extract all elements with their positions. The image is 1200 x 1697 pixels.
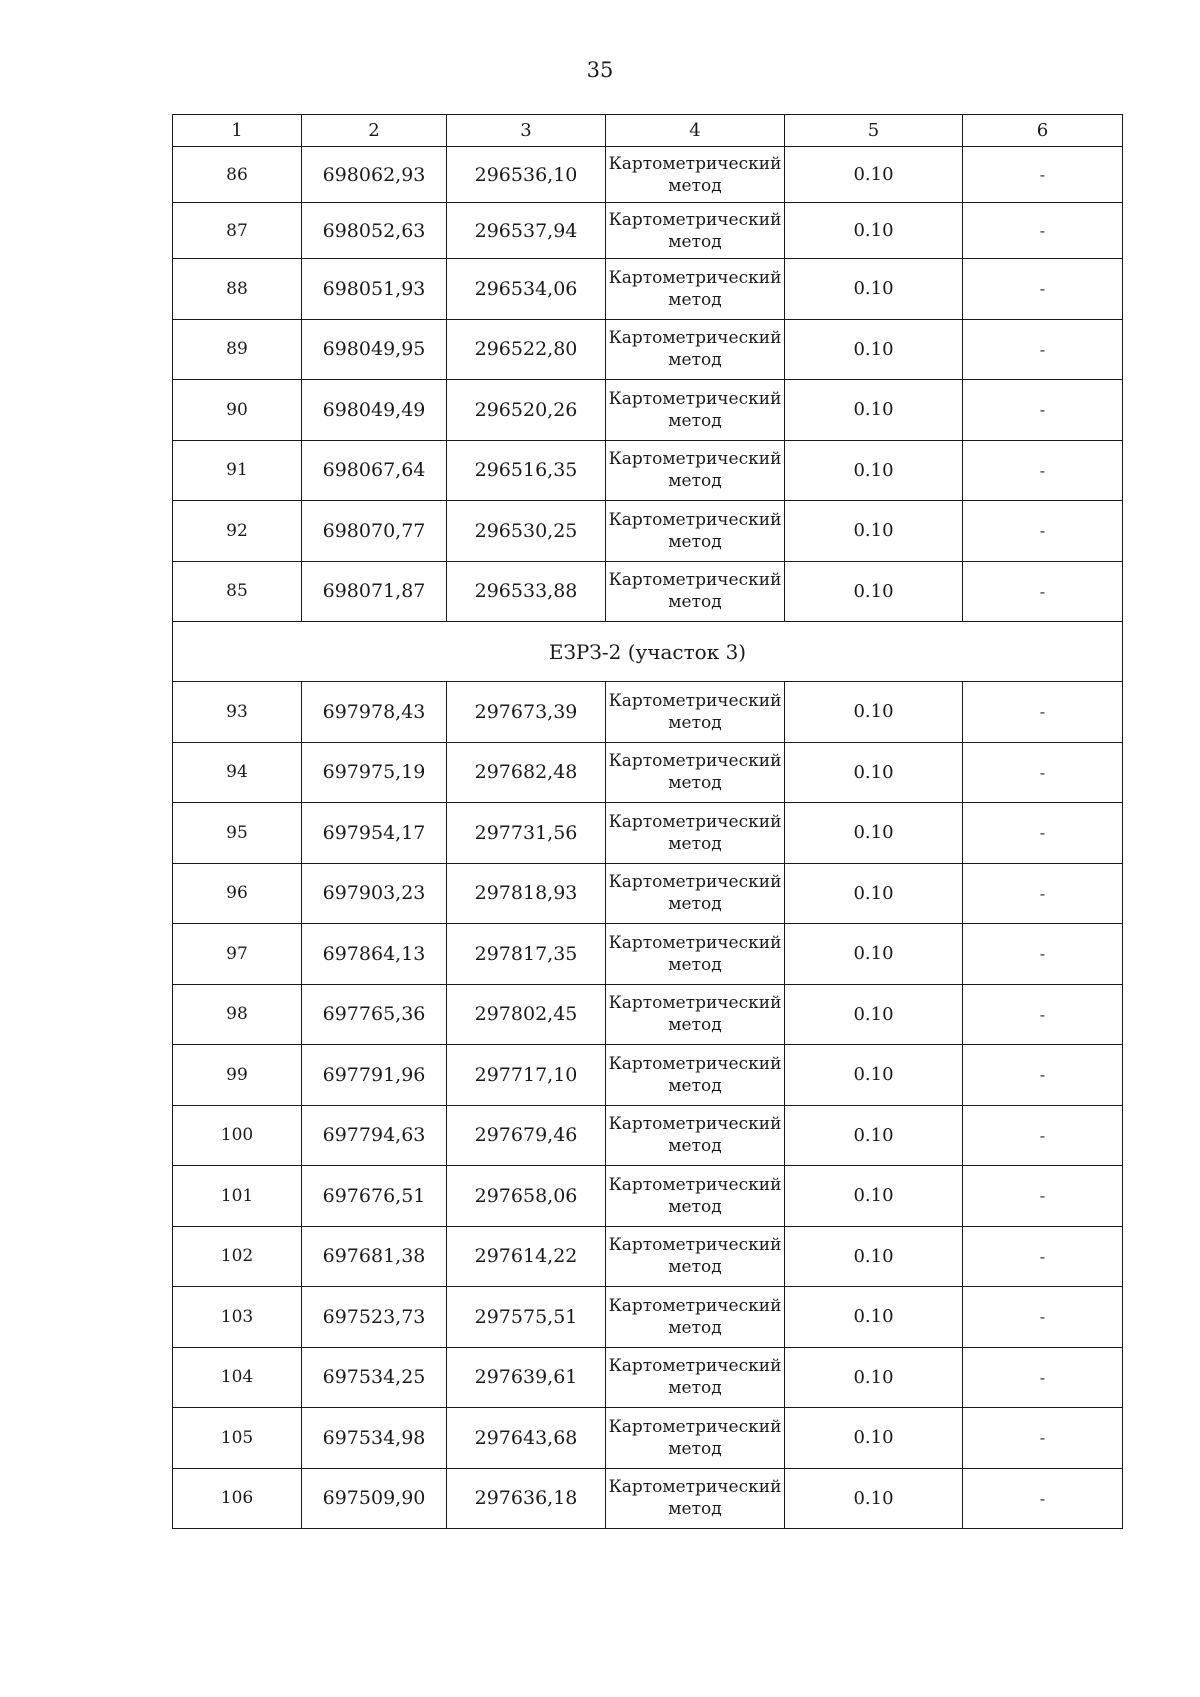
x-coordinate-cell-text: 698062,93: [322, 163, 426, 186]
method-cell-text: Картометрический метод: [608, 932, 782, 975]
table-row: [173, 863, 1123, 924]
y-coordinate-cell-text: 297614,22: [474, 1245, 578, 1268]
note-cell: [963, 863, 1123, 924]
x-coordinate-cell: [302, 1347, 447, 1408]
x-coordinate-cell-text: 697794,63: [322, 1124, 426, 1147]
error-cell: [785, 501, 963, 562]
method-cell: [606, 440, 785, 501]
column-header: 6: [963, 115, 1123, 147]
note-cell: [963, 803, 1123, 864]
section-title: ЕЗРЗ-2 (участок 3): [173, 622, 1123, 682]
error-cell-text: 0.10: [853, 459, 894, 481]
y-coordinate-cell-text: 297639,61: [474, 1366, 578, 1389]
point-number-cell-text: 99: [226, 1064, 248, 1085]
error-cell: [785, 1226, 963, 1287]
x-coordinate-cell: [302, 682, 447, 743]
y-coordinate-cell: [447, 1045, 606, 1106]
method-cell-text: Картометрический метод: [608, 751, 782, 794]
error-cell: [785, 440, 963, 501]
method-cell-text: Картометрический метод: [608, 690, 782, 733]
error-cell: [785, 380, 963, 441]
x-coordinate-cell-text: 697978,43: [322, 700, 426, 723]
error-cell-text: 0.10: [853, 761, 894, 783]
y-coordinate-cell: [447, 742, 606, 803]
point-number-cell-text: 97: [226, 943, 248, 964]
method-cell-text: Картометрический метод: [608, 209, 782, 252]
y-coordinate-cell-text: 296522,80: [474, 338, 578, 361]
x-coordinate-cell: [302, 924, 447, 985]
point-number-cell-text: 102: [220, 1246, 254, 1267]
error-cell: [785, 259, 963, 320]
method-cell: [606, 147, 785, 203]
table-row: [173, 203, 1123, 259]
point-number-cell-text: 104: [220, 1367, 254, 1388]
y-coordinate-cell: [447, 1347, 606, 1408]
note-cell: [963, 742, 1123, 803]
y-coordinate-cell: [447, 1226, 606, 1287]
table-row: [173, 1408, 1123, 1469]
point-number-cell: [173, 561, 302, 622]
x-coordinate-cell: [302, 380, 447, 441]
point-number-cell-text: 91: [226, 460, 248, 481]
note-cell: [963, 501, 1123, 562]
table-row: [173, 380, 1123, 441]
method-cell: [606, 1166, 785, 1227]
point-number-cell: [173, 742, 302, 803]
error-cell: [785, 984, 963, 1045]
point-number-cell: [173, 203, 302, 259]
table-row: [173, 561, 1123, 622]
x-coordinate-cell-text: 697523,73: [322, 1305, 426, 1328]
point-number-cell-text: 103: [220, 1306, 254, 1327]
x-coordinate-cell-text: 697791,96: [322, 1063, 426, 1086]
note-cell-text: -: [1039, 279, 1046, 299]
y-coordinate-cell: [447, 259, 606, 320]
table-row: [173, 1226, 1123, 1287]
y-coordinate-cell-text: 296534,06: [474, 277, 578, 300]
x-coordinate-cell-text: 698052,63: [322, 219, 426, 242]
method-cell: [606, 1287, 785, 1348]
point-number-cell: [173, 319, 302, 380]
point-number-cell-text: 98: [226, 1004, 248, 1025]
method-cell-text: Картометрический метод: [608, 1477, 782, 1520]
error-cell-text: 0.10: [853, 1306, 894, 1328]
point-number-cell: [173, 1287, 302, 1348]
error-cell-text: 0.10: [853, 1245, 894, 1267]
column-header: 5: [785, 115, 963, 147]
note-cell: [963, 259, 1123, 320]
method-cell: [606, 924, 785, 985]
x-coordinate-cell: [302, 203, 447, 259]
error-cell: [785, 803, 963, 864]
method-cell-text: Картометрический метод: [608, 449, 782, 492]
y-coordinate-cell-text: 297658,06: [474, 1184, 578, 1207]
y-coordinate-cell: [447, 1408, 606, 1469]
error-cell: [785, 1166, 963, 1227]
x-coordinate-cell-text: 698071,87: [322, 580, 426, 603]
table-row: [173, 147, 1123, 203]
x-coordinate-cell-text: 697676,51: [322, 1184, 426, 1207]
x-coordinate-cell: [302, 1287, 447, 1348]
table-row: [173, 682, 1123, 743]
y-coordinate-cell-text: 296533,88: [474, 580, 578, 603]
x-coordinate-cell: [302, 1166, 447, 1227]
point-number-cell-text: 92: [226, 520, 248, 541]
y-coordinate-cell-text: 297575,51: [474, 1305, 578, 1328]
error-cell: [785, 863, 963, 924]
method-cell-text: Картометрический метод: [608, 1235, 782, 1278]
y-coordinate-cell: [447, 682, 606, 743]
error-cell-text: 0.10: [853, 1185, 894, 1207]
method-cell-text: Картометрический метод: [608, 993, 782, 1036]
y-coordinate-cell-text: 297818,93: [474, 882, 578, 905]
column-header: 4: [606, 115, 785, 147]
y-coordinate-cell-text: 297731,56: [474, 821, 578, 844]
y-coordinate-cell-text: 297682,48: [474, 761, 578, 784]
note-cell-text: -: [1039, 762, 1046, 782]
error-cell-text: 0.10: [853, 520, 894, 542]
note-cell-text: -: [1039, 1004, 1046, 1024]
method-cell: [606, 203, 785, 259]
method-cell-text: Картометрический метод: [608, 1114, 782, 1157]
section-row: [173, 622, 1123, 682]
y-coordinate-cell-text: 297643,68: [474, 1426, 578, 1449]
x-coordinate-cell: [302, 984, 447, 1045]
point-number-cell-text: 106: [220, 1488, 254, 1509]
point-number-cell: [173, 1468, 302, 1529]
y-coordinate-cell: [447, 803, 606, 864]
x-coordinate-cell-text: 698051,93: [322, 277, 426, 300]
table-row: [173, 259, 1123, 320]
y-coordinate-cell-text: 296520,26: [474, 398, 578, 421]
method-cell-text: Картометрический метод: [608, 1174, 782, 1217]
x-coordinate-cell: [302, 1408, 447, 1469]
note-cell-text: -: [1039, 581, 1046, 601]
error-cell: [785, 742, 963, 803]
point-number-cell: [173, 1408, 302, 1469]
error-cell-text: 0.10: [853, 943, 894, 965]
method-cell: [606, 1468, 785, 1529]
method-cell: [606, 1408, 785, 1469]
note-cell: [963, 1226, 1123, 1287]
note-cell-text: -: [1039, 883, 1046, 903]
point-number-cell: [173, 259, 302, 320]
note-cell: [963, 924, 1123, 985]
y-coordinate-cell-text: 297817,35: [474, 942, 578, 965]
method-cell-text: Картометрический метод: [608, 153, 782, 196]
note-cell-text: -: [1039, 1367, 1046, 1387]
point-number-cell-text: 94: [226, 762, 248, 783]
x-coordinate-cell: [302, 319, 447, 380]
y-coordinate-cell-text: 297679,46: [474, 1124, 578, 1147]
method-cell: [606, 259, 785, 320]
note-cell-text: -: [1039, 400, 1046, 420]
table-row: [173, 1045, 1123, 1106]
page-number: 35: [586, 58, 614, 82]
note-cell-text: -: [1039, 460, 1046, 480]
note-cell: [963, 1105, 1123, 1166]
error-cell: [785, 561, 963, 622]
x-coordinate-cell: [302, 561, 447, 622]
note-cell: [963, 1408, 1123, 1469]
table-row: [173, 742, 1123, 803]
table-row: [173, 1347, 1123, 1408]
column-header: 2: [302, 115, 447, 147]
point-number-cell: [173, 924, 302, 985]
point-number-cell-text: 85: [226, 581, 248, 602]
method-cell: [606, 380, 785, 441]
error-cell-text: 0.10: [853, 822, 894, 844]
y-coordinate-cell: [447, 147, 606, 203]
y-coordinate-cell: [447, 440, 606, 501]
note-cell-text: -: [1039, 702, 1046, 722]
note-cell-text: -: [1039, 823, 1046, 843]
point-number-cell-text: 105: [220, 1427, 254, 1448]
point-number-cell: [173, 1045, 302, 1106]
column-header: 3: [447, 115, 606, 147]
error-cell-text: 0.10: [853, 220, 894, 241]
error-cell-text: 0.10: [853, 882, 894, 904]
table-header-row: [173, 115, 1123, 147]
x-coordinate-cell-text: 697509,90: [322, 1487, 426, 1510]
error-cell: [785, 319, 963, 380]
x-coordinate-cell-text: 698067,64: [322, 459, 426, 482]
note-cell-text: -: [1039, 1065, 1046, 1085]
x-coordinate-cell-text: 697681,38: [322, 1245, 426, 1268]
method-cell-text: Картометрический метод: [608, 570, 782, 613]
y-coordinate-cell: [447, 203, 606, 259]
x-coordinate-cell-text: 698070,77: [322, 519, 426, 542]
x-coordinate-cell-text: 697903,23: [322, 882, 426, 905]
error-cell: [785, 1105, 963, 1166]
y-coordinate-cell: [447, 501, 606, 562]
error-cell: [785, 203, 963, 259]
note-cell: [963, 440, 1123, 501]
error-cell-text: 0.10: [853, 399, 894, 421]
x-coordinate-cell: [302, 501, 447, 562]
y-coordinate-cell: [447, 1105, 606, 1166]
note-cell-text: -: [1039, 1307, 1046, 1327]
x-coordinate-cell-text: 697765,36: [322, 1003, 426, 1026]
method-cell-text: Картометрический метод: [608, 1356, 782, 1399]
error-cell: [785, 1408, 963, 1469]
point-number-cell-text: 93: [226, 701, 248, 722]
method-cell: [606, 742, 785, 803]
table-row: [173, 924, 1123, 985]
error-cell: [785, 1468, 963, 1529]
y-coordinate-cell: [447, 561, 606, 622]
point-number-cell: [173, 682, 302, 743]
error-cell-text: 0.10: [853, 1427, 894, 1449]
error-cell-text: 0.10: [853, 1487, 894, 1509]
note-cell-text: -: [1039, 1428, 1046, 1448]
note-cell: [963, 1287, 1123, 1348]
method-cell-text: Картометрический метод: [608, 1416, 782, 1459]
error-cell-text: 0.10: [853, 1003, 894, 1025]
point-number-cell: [173, 984, 302, 1045]
point-number-cell: [173, 1226, 302, 1287]
point-number-cell-text: 89: [226, 339, 248, 360]
x-coordinate-cell-text: 697975,19: [322, 761, 426, 784]
table-row: [173, 803, 1123, 864]
x-coordinate-cell-text: 697864,13: [322, 942, 426, 965]
x-coordinate-cell-text: 697534,98: [322, 1426, 426, 1449]
method-cell-text: Картометрический метод: [608, 811, 782, 854]
y-coordinate-cell-text: 297636,18: [474, 1487, 578, 1510]
note-cell-text: -: [1039, 1246, 1046, 1266]
error-cell-text: 0.10: [853, 1366, 894, 1388]
table-row: [173, 1105, 1123, 1166]
x-coordinate-cell: [302, 863, 447, 924]
error-cell: [785, 682, 963, 743]
error-cell: [785, 924, 963, 985]
note-cell-text: -: [1039, 1186, 1046, 1206]
point-number-cell: [173, 1347, 302, 1408]
x-coordinate-cell: [302, 147, 447, 203]
point-number-cell: [173, 803, 302, 864]
x-coordinate-cell-text: 697954,17: [322, 821, 426, 844]
note-cell: [963, 1347, 1123, 1408]
method-cell: [606, 1045, 785, 1106]
error-cell: [785, 1045, 963, 1106]
error-cell-text: 0.10: [853, 580, 894, 602]
point-number-cell-text: 95: [226, 822, 248, 843]
y-coordinate-cell: [447, 380, 606, 441]
note-cell-text: -: [1039, 521, 1046, 541]
point-number-cell: [173, 501, 302, 562]
method-cell-text: Картометрический метод: [608, 1053, 782, 1096]
note-cell-text: -: [1039, 1488, 1046, 1508]
y-coordinate-cell-text: 296530,25: [474, 519, 578, 542]
point-number-cell: [173, 1105, 302, 1166]
table-row: [173, 319, 1123, 380]
note-cell-text: -: [1039, 339, 1046, 359]
note-cell: [963, 561, 1123, 622]
note-cell: [963, 147, 1123, 203]
method-cell: [606, 319, 785, 380]
point-number-cell: [173, 380, 302, 441]
point-number-cell: [173, 863, 302, 924]
note-cell: [963, 380, 1123, 441]
x-coordinate-cell: [302, 742, 447, 803]
x-coordinate-cell: [302, 1105, 447, 1166]
table-row: [173, 1287, 1123, 1348]
error-cell-text: 0.10: [853, 278, 894, 300]
error-cell-text: 0.10: [853, 338, 894, 360]
x-coordinate-cell-text: 698049,95: [322, 338, 426, 361]
y-coordinate-cell-text: 296537,94: [474, 219, 578, 242]
x-coordinate-cell: [302, 1045, 447, 1106]
y-coordinate-cell: [447, 924, 606, 985]
note-cell: [963, 984, 1123, 1045]
x-coordinate-cell: [302, 1226, 447, 1287]
note-cell: [963, 1166, 1123, 1227]
method-cell: [606, 1105, 785, 1166]
note-cell-text: -: [1039, 944, 1046, 964]
error-cell-text: 0.10: [853, 701, 894, 723]
method-cell: [606, 803, 785, 864]
y-coordinate-cell-text: 296516,35: [474, 459, 578, 482]
y-coordinate-cell-text: 297673,39: [474, 700, 578, 723]
y-coordinate-cell-text: 297717,10: [474, 1063, 578, 1086]
method-cell-text: Картометрический метод: [608, 1295, 782, 1338]
y-coordinate-cell: [447, 984, 606, 1045]
method-cell-text: Картометрический метод: [608, 872, 782, 915]
table-row: [173, 1468, 1123, 1529]
x-coordinate-cell-text: 697534,25: [322, 1366, 426, 1389]
coordinates-table: [172, 114, 1123, 1529]
note-cell: [963, 319, 1123, 380]
point-number-cell-text: 87: [226, 220, 248, 241]
error-cell: [785, 147, 963, 203]
point-number-cell-text: 88: [226, 278, 248, 299]
table-row: [173, 440, 1123, 501]
x-coordinate-cell: [302, 440, 447, 501]
error-cell-text: 0.10: [853, 164, 894, 185]
y-coordinate-cell: [447, 1468, 606, 1529]
note-cell-text: -: [1039, 1125, 1046, 1145]
point-number-cell: [173, 1166, 302, 1227]
table-row: [173, 501, 1123, 562]
point-number-cell-text: 96: [226, 883, 248, 904]
point-number-cell-text: 90: [226, 399, 248, 420]
x-coordinate-cell: [302, 259, 447, 320]
note-cell: [963, 203, 1123, 259]
method-cell: [606, 1226, 785, 1287]
error-cell: [785, 1347, 963, 1408]
y-coordinate-cell: [447, 1287, 606, 1348]
point-number-cell: [173, 147, 302, 203]
error-cell-text: 0.10: [853, 1124, 894, 1146]
point-number-cell-text: 100: [220, 1125, 254, 1146]
method-cell: [606, 984, 785, 1045]
error-cell-text: 0.10: [853, 1064, 894, 1086]
note-cell-text: -: [1039, 221, 1046, 240]
method-cell: [606, 682, 785, 743]
y-coordinate-cell: [447, 319, 606, 380]
x-coordinate-cell: [302, 803, 447, 864]
point-number-cell-text: 86: [226, 164, 248, 185]
x-coordinate-cell: [302, 1468, 447, 1529]
y-coordinate-cell: [447, 863, 606, 924]
x-coordinate-cell-text: 698049,49: [322, 398, 426, 421]
method-cell-text: Картометрический метод: [608, 509, 782, 552]
table-row: [173, 1166, 1123, 1227]
point-number-cell-text: 101: [220, 1185, 254, 1206]
y-coordinate-cell-text: 297802,45: [474, 1003, 578, 1026]
method-cell-text: Картометрический метод: [608, 388, 782, 431]
method-cell: [606, 501, 785, 562]
note-cell-text: -: [1039, 165, 1046, 184]
note-cell: [963, 682, 1123, 743]
point-number-cell: [173, 440, 302, 501]
note-cell: [963, 1045, 1123, 1106]
error-cell: [785, 1287, 963, 1348]
method-cell-text: Картометрический метод: [608, 328, 782, 371]
method-cell: [606, 863, 785, 924]
method-cell: [606, 1347, 785, 1408]
y-coordinate-cell-text: 296536,10: [474, 163, 578, 186]
y-coordinate-cell: [447, 1166, 606, 1227]
column-header: 1: [173, 115, 302, 147]
method-cell: [606, 561, 785, 622]
note-cell: [963, 1468, 1123, 1529]
method-cell-text: Картометрический метод: [608, 267, 782, 310]
table-row: [173, 984, 1123, 1045]
